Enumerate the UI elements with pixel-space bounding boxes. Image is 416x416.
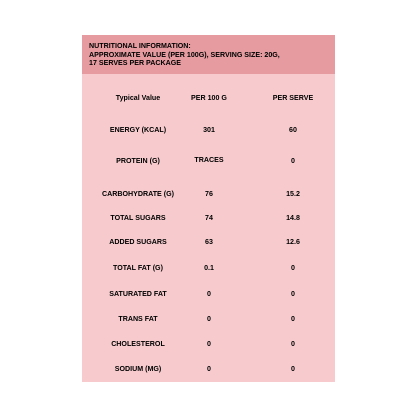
header-serving-info: APPROXIMATE VALUE (PER 100G), SERVING SIZE: 20G, bbox=[89, 50, 280, 59]
column-header-typical-value: Typical Value bbox=[115, 94, 161, 102]
row-label-cholesterol: CHOLESTEROL bbox=[111, 340, 165, 348]
column-header-per-100g: PER 100 G bbox=[191, 94, 227, 102]
row-perserve-saturated-fat: 0 bbox=[291, 290, 295, 298]
row-per100-protein: TRACES bbox=[194, 156, 224, 164]
nutrition-header bbox=[82, 35, 335, 74]
row-label-trans-fat: TRANS FAT bbox=[118, 315, 158, 323]
header-serves-count: 17 SERVES PER PACKAGE bbox=[89, 59, 181, 68]
row-perserve-trans-fat: 0 bbox=[291, 315, 295, 323]
row-perserve-added-sugars: 12.6 bbox=[286, 238, 300, 246]
row-per100-total-sugars: 74 bbox=[205, 214, 213, 222]
row-perserve-protein: 0 bbox=[291, 157, 295, 165]
row-perserve-carbohydrate: 15.2 bbox=[286, 190, 300, 198]
row-per100-total-fat: 0.1 bbox=[204, 264, 214, 272]
header-title: NUTRITIONAL INFORMATION: bbox=[89, 42, 191, 50]
row-perserve-cholesterol: 0 bbox=[291, 340, 295, 348]
row-label-energy: ENERGY (KCAL) bbox=[109, 126, 167, 134]
row-perserve-energy: 60 bbox=[289, 126, 297, 134]
row-perserve-sodium: 0 bbox=[291, 365, 295, 373]
row-per100-cholesterol: 0 bbox=[207, 340, 211, 348]
row-per100-sodium: 0 bbox=[207, 365, 211, 373]
row-label-protein: PROTEIN (G) bbox=[116, 157, 160, 165]
row-label-added-sugars: ADDED SUGARS bbox=[109, 238, 167, 246]
row-per100-added-sugars: 63 bbox=[205, 238, 213, 246]
row-label-sodium: SODIUM (MG) bbox=[114, 365, 162, 373]
row-per100-saturated-fat: 0 bbox=[207, 290, 211, 298]
row-per100-trans-fat: 0 bbox=[207, 315, 211, 323]
row-label-carbohydrate: CARBOHYDRATE (G) bbox=[102, 190, 174, 198]
row-per100-energy: 301 bbox=[203, 126, 215, 134]
row-label-total-sugars: TOTAL SUGARS bbox=[110, 214, 166, 222]
row-per100-carbohydrate: 76 bbox=[205, 190, 213, 198]
row-label-saturated-fat: SATURATED FAT bbox=[109, 290, 167, 298]
nutrition-panel bbox=[82, 35, 335, 382]
row-perserve-total-fat: 0 bbox=[291, 264, 295, 272]
row-perserve-total-sugars: 14.8 bbox=[286, 214, 300, 222]
column-header-per-serve: PER SERVE bbox=[272, 94, 314, 102]
row-label-total-fat: TOTAL FAT (G) bbox=[113, 264, 163, 272]
